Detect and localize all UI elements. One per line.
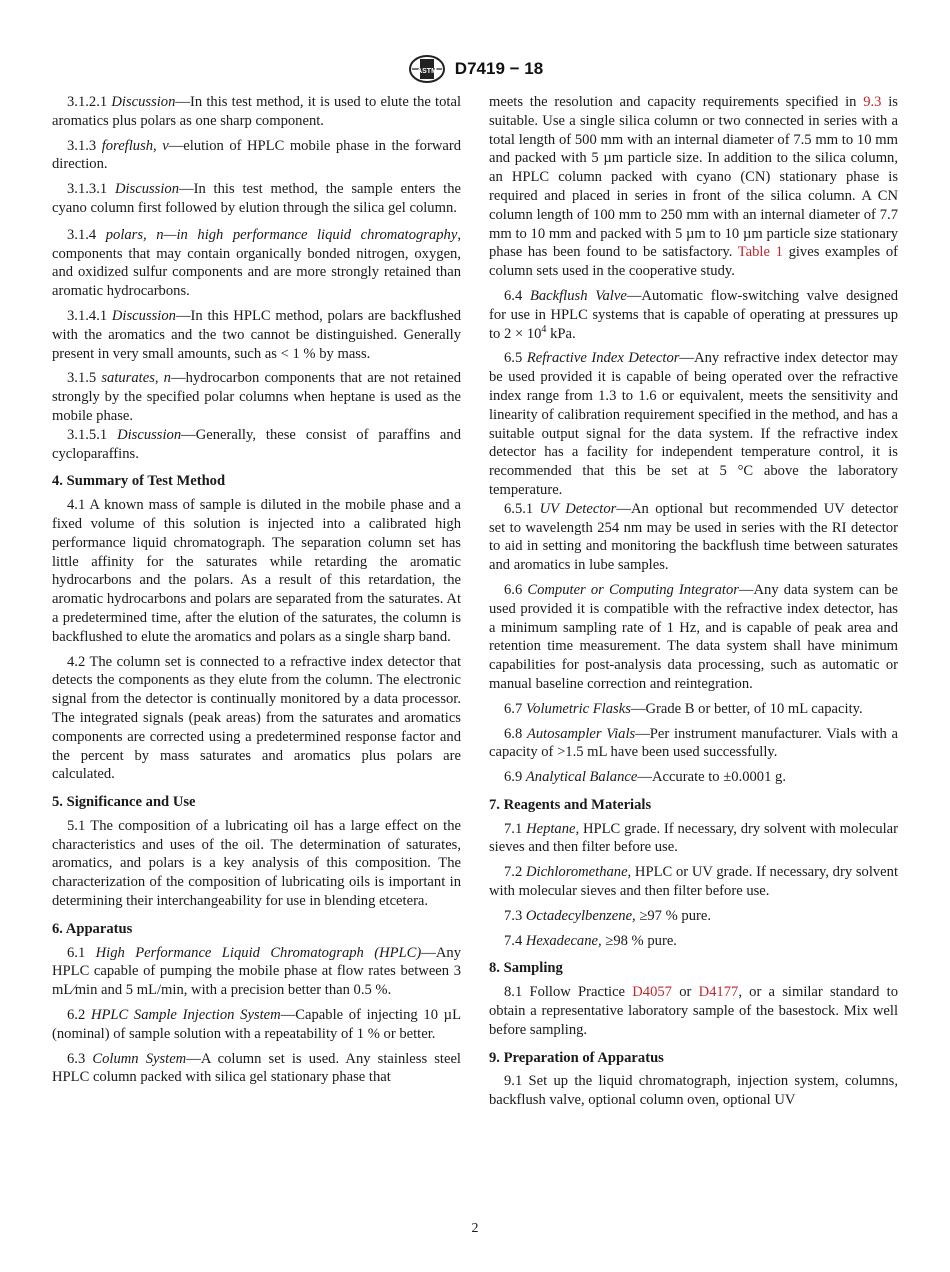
- d4177-link[interactable]: D4177: [698, 984, 739, 1001]
- paragraph-3-1-4-1: 3.1.4.1 Discussion—In this HPLC method, polars are backflushed with the aromatics and the two cannot be distinguished. Generally present in very small amounts, such as < 1 % by mass.: [52, 307, 461, 362]
- paragraph-7-2: 7.2 Dichloromethane, HPLC or UV grade. If necessary, dry solvent with molecular sieves and then filter before use.: [489, 864, 899, 900]
- paragraph-6-2: 6.2 HPLC Sample Injection System—Capable of injecting 10 µL (nominal) of sample solution with a repeatability of 1 % or better.: [52, 1007, 462, 1042]
- svg-text:ASTM: ASTM: [416, 68, 437, 75]
- section-9-3-link[interactable]: 9.3: [863, 94, 882, 110]
- left-column: [52, 93, 461, 1093]
- paragraph-6-3: 6.3 Column System—A column set is used. Any stainless steel HPLC column packed with silica gel stationary phase that: [52, 1050, 461, 1086]
- paragraph-6-7: 6.7 Volumetric Flasks—Grade B or better, of 10 mL capacity.: [504, 700, 863, 717]
- paragraph-5-1: 5.1 The composition of a lubricating oil has a large effect on the characteristics and uses of the oil. The determination of saturates, aromatics, and polars is a key analysis of this composition. The characterization of the composition of lubricating oils is important in determining their interchangeability for use in blending etcetera.: [52, 817, 461, 910]
- paragraph-6-4: 6.4 Backflush Valve—Automatic flow-switching valve designed for use in HPLC systems that is capable of operating at pressures up to $2 \times 10^4$ kPa.: [489, 287, 898, 342]
- paragraph-7-4: 7.4 Hexadecane, ≥98 % pure.: [504, 932, 677, 949]
- section-heading-8: 8. Sampling: [489, 960, 563, 977]
- page-header: [0, 54, 950, 84]
- paragraph-3-1-4: 3.1.4 polars, n—in high performance liquid chromatography, components that may contain organically bonded nitrogen, oxygen, and oxidized sulfur components and are more strongly retained than aromatic hydrocarbons.: [52, 226, 461, 300]
- astm-logo-icon: [407, 54, 447, 84]
- d4057-link[interactable]: D4057: [632, 984, 672, 1001]
- paragraph-3-1-2-1: 3.1.2.1 Discussion—In this test method, it is used to elute the total aromatics plus polars as one sharp component.: [52, 94, 461, 129]
- paragraph-6-3-continued: meets the resolution and capacity requirements specified in 9.3 is suitable. Use a single silica column or two connected in series with a total length of 500 mm with an internal diameter of 7.5 mm to 10 mm and packed with 5 µm particle size. In addition to the silica column, an HPLC column packed with cyano (CN) stationary phase is required and placed in series in front of the silica column. A CN column length of 100 mm to 250 mm with an internal diameter of 7.7 mm to 10 mm and packed with 5 µm to 10 µm particle size stationary phase has been found to be satisfactory. Table 1 gives examples of column sets used in the cooperative study.: [489, 94, 898, 280]
- paragraph-4-2: 4.2 The column set is connected to a refractive index detector that detects the components as they elute from the column. The electronic signal from the detector is continually monitored by a data processor. The integrated signals (peak areas) from the saturates and aromatics components are corrected using a predetermined response factor and the percent by mass saturates and aromatics plus polars are calculated.: [52, 653, 461, 783]
- paragraph-6-1: 6.1 High Performance Liquid Chromatograph (HPLC)—Any HPLC capable of pumping the mobile phase at flow rates between 3 mL⁄min and 5 mL/min, with a precision better than 0.5 %.: [52, 944, 461, 999]
- paragraph-7-1: 7.1 Heptane, HPLC grade. If necessary, dry solvent with molecular sieves and then filter before use.: [489, 820, 899, 856]
- paragraph-3-1-5: 3.1.5 saturates, n—hydrocarbon components that are not retained strongly by the specified polar columns when heptane is used as the mobile phase.: [52, 370, 461, 424]
- paragraph-6-5: 6.5 Refractive Index Detector—Any refractive index detector may be used provided it is capable of being operated over the refractive index range from 1.3 to 1.6 or equivalent, meets the sensitivity and linearity of calibration requirement specified in the method, and has a suitable output signal for the data system. If the refractive index detector has a facility for independent temperature control, it is recommended that this be set at 5 °C above the laboratory temperature.: [489, 350, 899, 498]
- table-1-link[interactable]: Table 1: [737, 244, 783, 261]
- section-heading-7: 7. Reagents and Materials: [489, 796, 652, 813]
- section-heading-6: 6. Apparatus: [52, 920, 133, 937]
- paragraph-3-1-3: 3.1.3 foreflush, v—elution of HPLC mobile phase in the forward direction.: [52, 137, 461, 173]
- paragraph-3-1-3-1: 3.1.3.1 Discussion—In this test method, the sample enters the cyano column first followed by elution through the silica gel column.: [52, 181, 461, 216]
- paragraph-9-1: 9.1 Set up the liquid chromatograph, injection system, columns, backflush valve, optional column oven, optional UV: [489, 1073, 898, 1109]
- paragraph-3-1-5-1: 3.1.5.1 Discussion—Generally, these consist of paraffins and cycloparaffins.: [52, 426, 462, 462]
- paragraph-4-1: 4.1 A known mass of sample is diluted in the mobile phase and a fixed volume of this solution is injected into a calibrated high performance liquid chromatograph. The separation column set has little affinity for the saturates while retarding the aromatic hydrocarbons and the polars. As a result of this retardation, the aromatic hydrocarbons and polars are separated from the saturates. At a predetermined time, after the elution of the saturates, the column is backflushed to elute the aromatics and polars as a single sharp band.: [52, 497, 461, 645]
- paragraph-6-9: 6.9 Analytical Balance—Accurate to ±0.0001 g.: [504, 769, 786, 786]
- paragraph-6-8: 6.8 Autosampler Vials—Per instrument manufacturer. Vials with a capacity of >1.5 mL have been used successfully.: [489, 725, 898, 761]
- document-designation: D7419 − 18: [454, 59, 544, 78]
- paragraph-7-3: 7.3 Octadecylbenzene, ≥97 % pure.: [504, 907, 711, 924]
- paragraph-8-1: 8.1 Follow Practice D4057 or D4177, or a similar standard to obtain a representative laboratory sample of the basestock. Mix well before sampling.: [489, 984, 898, 1038]
- paragraph-6-6: 6.6 Computer or Computing Integrator—Any data system can be used provided it is compatible with the refractive index detector, has a minimum sampling rate of 1 Hz, and is capable of peak area and retention time measurement. The data system shall have minimum capabilities for post-analysis data processing, such as automatic or manual baseline correction and reintegration.: [489, 581, 898, 692]
- section-heading-5: 5. Significance and Use: [52, 794, 196, 811]
- paragraph-6-5-1: 6.5.1 UV Detector—An optional but recommended UV detector set to wavelength 254 nm may be used in series with the RI detector to aid in setting and monitoring the backflush time between saturates and aromatics in lube samples.: [489, 500, 898, 574]
- section-heading-4: 4. Summary of Test Method: [52, 473, 226, 490]
- section-heading-9: 9. Preparation of Apparatus: [489, 1049, 664, 1066]
- page-number: 2: [471, 1221, 479, 1236]
- right-column: [489, 93, 898, 1116]
